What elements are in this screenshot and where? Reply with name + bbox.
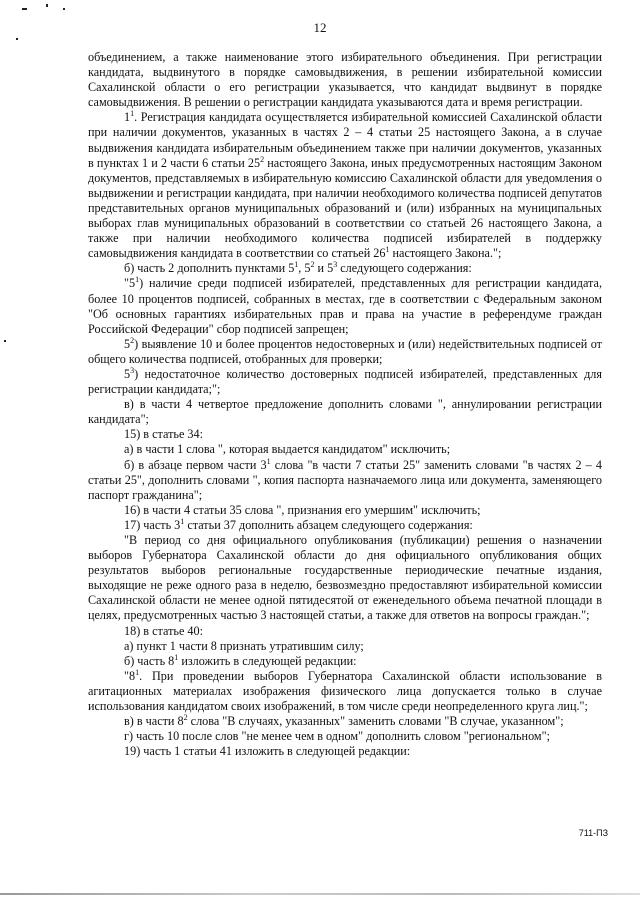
paragraph-text: . При проведении выборов Губернатора Сахалинской области использование в агитационных материалах изображения физического лица допускается только в случае использования кандидатом своих изображений, в том числе среди неопределенного круга лиц.";: [88, 668, 602, 714]
paragraph-text: 5: [124, 366, 131, 381]
paragraph: [88, 276, 602, 336]
document-body: [88, 50, 602, 759]
paragraph: [88, 639, 602, 654]
paragraph-text: а) в части 1 слова ", которая выдается кандидатом" исключить;: [124, 442, 451, 457]
scan-speck: [4, 340, 6, 342]
paragraph-text: следующего содержания:: [337, 261, 472, 276]
paragraph-text: 19) часть 1 статьи 41 изложить в следующей редакции:: [124, 744, 411, 759]
superscript: 1: [135, 667, 140, 677]
superscript: 2: [183, 713, 188, 723]
paragraph: [88, 367, 602, 397]
paragraph: [88, 458, 602, 503]
superscript: 1: [385, 245, 390, 255]
paragraph-text: ) наличие среди подписей избирателей, представленных для регистрации кандидата, более 10 процентов подписей, собранных в местах, где в соответствии с Федеральным законом "Об основных гарантиях избирательных прав и права на участие в референдуме граждан Российской Федерации" сбор подписей запрещен;: [88, 276, 602, 336]
paragraph: [88, 744, 602, 759]
paragraph-text: "5: [124, 276, 136, 291]
scan-speck: [63, 8, 65, 10]
superscript: 2: [130, 335, 135, 345]
scan-speck: [22, 8, 27, 10]
paragraph-text: статьи 37 дополнить абзацем следующего содержания:: [184, 517, 473, 532]
paragraph-text: "В период со дня официального опубликования (публикации) решения о назначении выборов Губернатора Сахалинской области до дня официального опубликования общих результатов выборов региональные государственные периодические печатные издания, выходящие не реже одного раза в неделю, безвозмездно предоставляют избирательной комиссии Сахалинской области не менее одной пятидесятой от еженедельного объема печатной площади в целях, предусмотренных частью 3 настоящей статьи, а также для ответов на вопросы граждан.";: [88, 533, 602, 623]
paragraph-text: и 5: [314, 261, 334, 276]
paragraph-text: в) в части 8: [124, 714, 184, 729]
scan-speck: [16, 38, 18, 40]
paragraph-text: настоящего Закона.";: [389, 246, 502, 261]
paragraph-text: настоящего Закона, иных предусмотренных настоящим Законом документов, представляемых в избирательную комиссию Сахалинской области для уведомления о выдвижении и регистрации кандидата, при наличии необходимого количества подписей депутатов представительных органов муниципальных образований и (или) избранных на муниципальных выборах глав муниципальных образований в соответствии со статьей 26 настоящего Закона, а также при наличии необходимого количества подписей избирателей в поддержку самовыдвижения кандидата в соответствии со статьей 26: [88, 155, 602, 261]
paragraph-text: слова "в части 7 статьи 25" заменить словами "в частях 2 – 4 статьи 25", дополнить словами ", копия паспорта назначаемого лица или документа, заменяющего паспорт гражданина";: [88, 457, 602, 502]
paragraph-text: "8: [124, 668, 136, 683]
paragraph: [88, 427, 602, 442]
scan-speck: [46, 4, 48, 7]
paragraph-text: б) часть 8: [124, 653, 175, 668]
paragraph-text: . Регистрация кандидата осуществляется избирательной комиссией Сахалинской области при наличии документов, указанных в частях 2 – 4 статьи 25 настоящего Закона, а в случае выдвижения кандидата избирательным объединением также при наличии документов, указанных в пунктах 1 и 2 части 6 статьи 25: [88, 110, 602, 170]
paragraph-text: изложить в следующей редакции:: [178, 653, 357, 668]
paragraph: [88, 50, 602, 110]
superscript: 3: [333, 260, 338, 270]
paragraph: [88, 654, 602, 669]
paragraph-text: 1: [124, 110, 131, 125]
paragraph-text: б) в абзаце первом части 3: [124, 457, 267, 472]
paragraph-text: 18) в статье 40:: [124, 623, 203, 638]
superscript: 1: [294, 260, 299, 270]
superscript: 1: [174, 652, 179, 662]
paragraph-text: в) в части 4 четвертое предложение дополнить словами ", аннулировании регистрации кандидата";: [88, 397, 602, 427]
paragraph-text: 15) в статье 34:: [124, 427, 203, 442]
paragraph: [88, 518, 602, 533]
paragraph-text: , 5: [298, 261, 311, 276]
paragraph: [88, 624, 602, 639]
paragraph: [88, 729, 602, 744]
paragraph: [88, 533, 602, 624]
paragraph-text: г) часть 10 после слов "не менее чем в одном" дополнить словом "региональном";: [124, 729, 551, 744]
paragraph: [88, 337, 602, 367]
paragraph-text: а) пункт 1 части 8 признать утратившим силу;: [124, 638, 364, 653]
superscript: 1: [266, 456, 271, 466]
paragraph-text: ) недостаточное количество достоверных подписей избирателей, представленных для регистрации кандидата;";: [88, 366, 602, 397]
superscript: 2: [310, 260, 315, 270]
superscript: 2: [260, 154, 265, 164]
paragraph-text: б) часть 2 дополнить пунктами 5: [124, 261, 295, 276]
paragraph-text: ) выявление 10 и более процентов недостоверных и (или) недействительных подписей от общего количества подписей, отобранных для проверки;: [88, 336, 602, 366]
page-number: 12: [313, 20, 327, 35]
superscript: 1: [180, 516, 185, 526]
superscript: 1: [130, 109, 135, 119]
paragraph: [88, 503, 602, 518]
paragraph: [88, 669, 602, 714]
paragraph: [88, 714, 602, 729]
paragraph: [88, 261, 602, 276]
paragraph: [88, 110, 602, 261]
paragraph-text: 5: [124, 336, 131, 351]
paragraph-text: 16) в части 4 статьи 35 слова ", признания его умершим" исключить;: [124, 502, 481, 517]
paragraph-text: объединением, а также наименование этого избирательного объединения. При регистрации кандидата, выдвинутого в порядке самовыдвижения, в решении избирательной комиссии Сахалинской области о его регистрации указывается, что кандидат выдвинут в порядке самовыдвижения. В решении о регистрации кандидата указываются дата и время регистрации.: [88, 50, 602, 110]
paragraph-text: 17) часть 3: [124, 517, 181, 532]
document-code: 711-ПЗ: [578, 828, 608, 838]
scan-edge-line: [0, 893, 640, 895]
paragraph: [88, 442, 602, 457]
paragraph: [88, 397, 602, 427]
paragraph-text: слова "В случаях, указанных" заменить словами "В случае, указанном";: [187, 714, 564, 729]
superscript: 3: [130, 365, 135, 375]
superscript: 1: [135, 275, 140, 285]
